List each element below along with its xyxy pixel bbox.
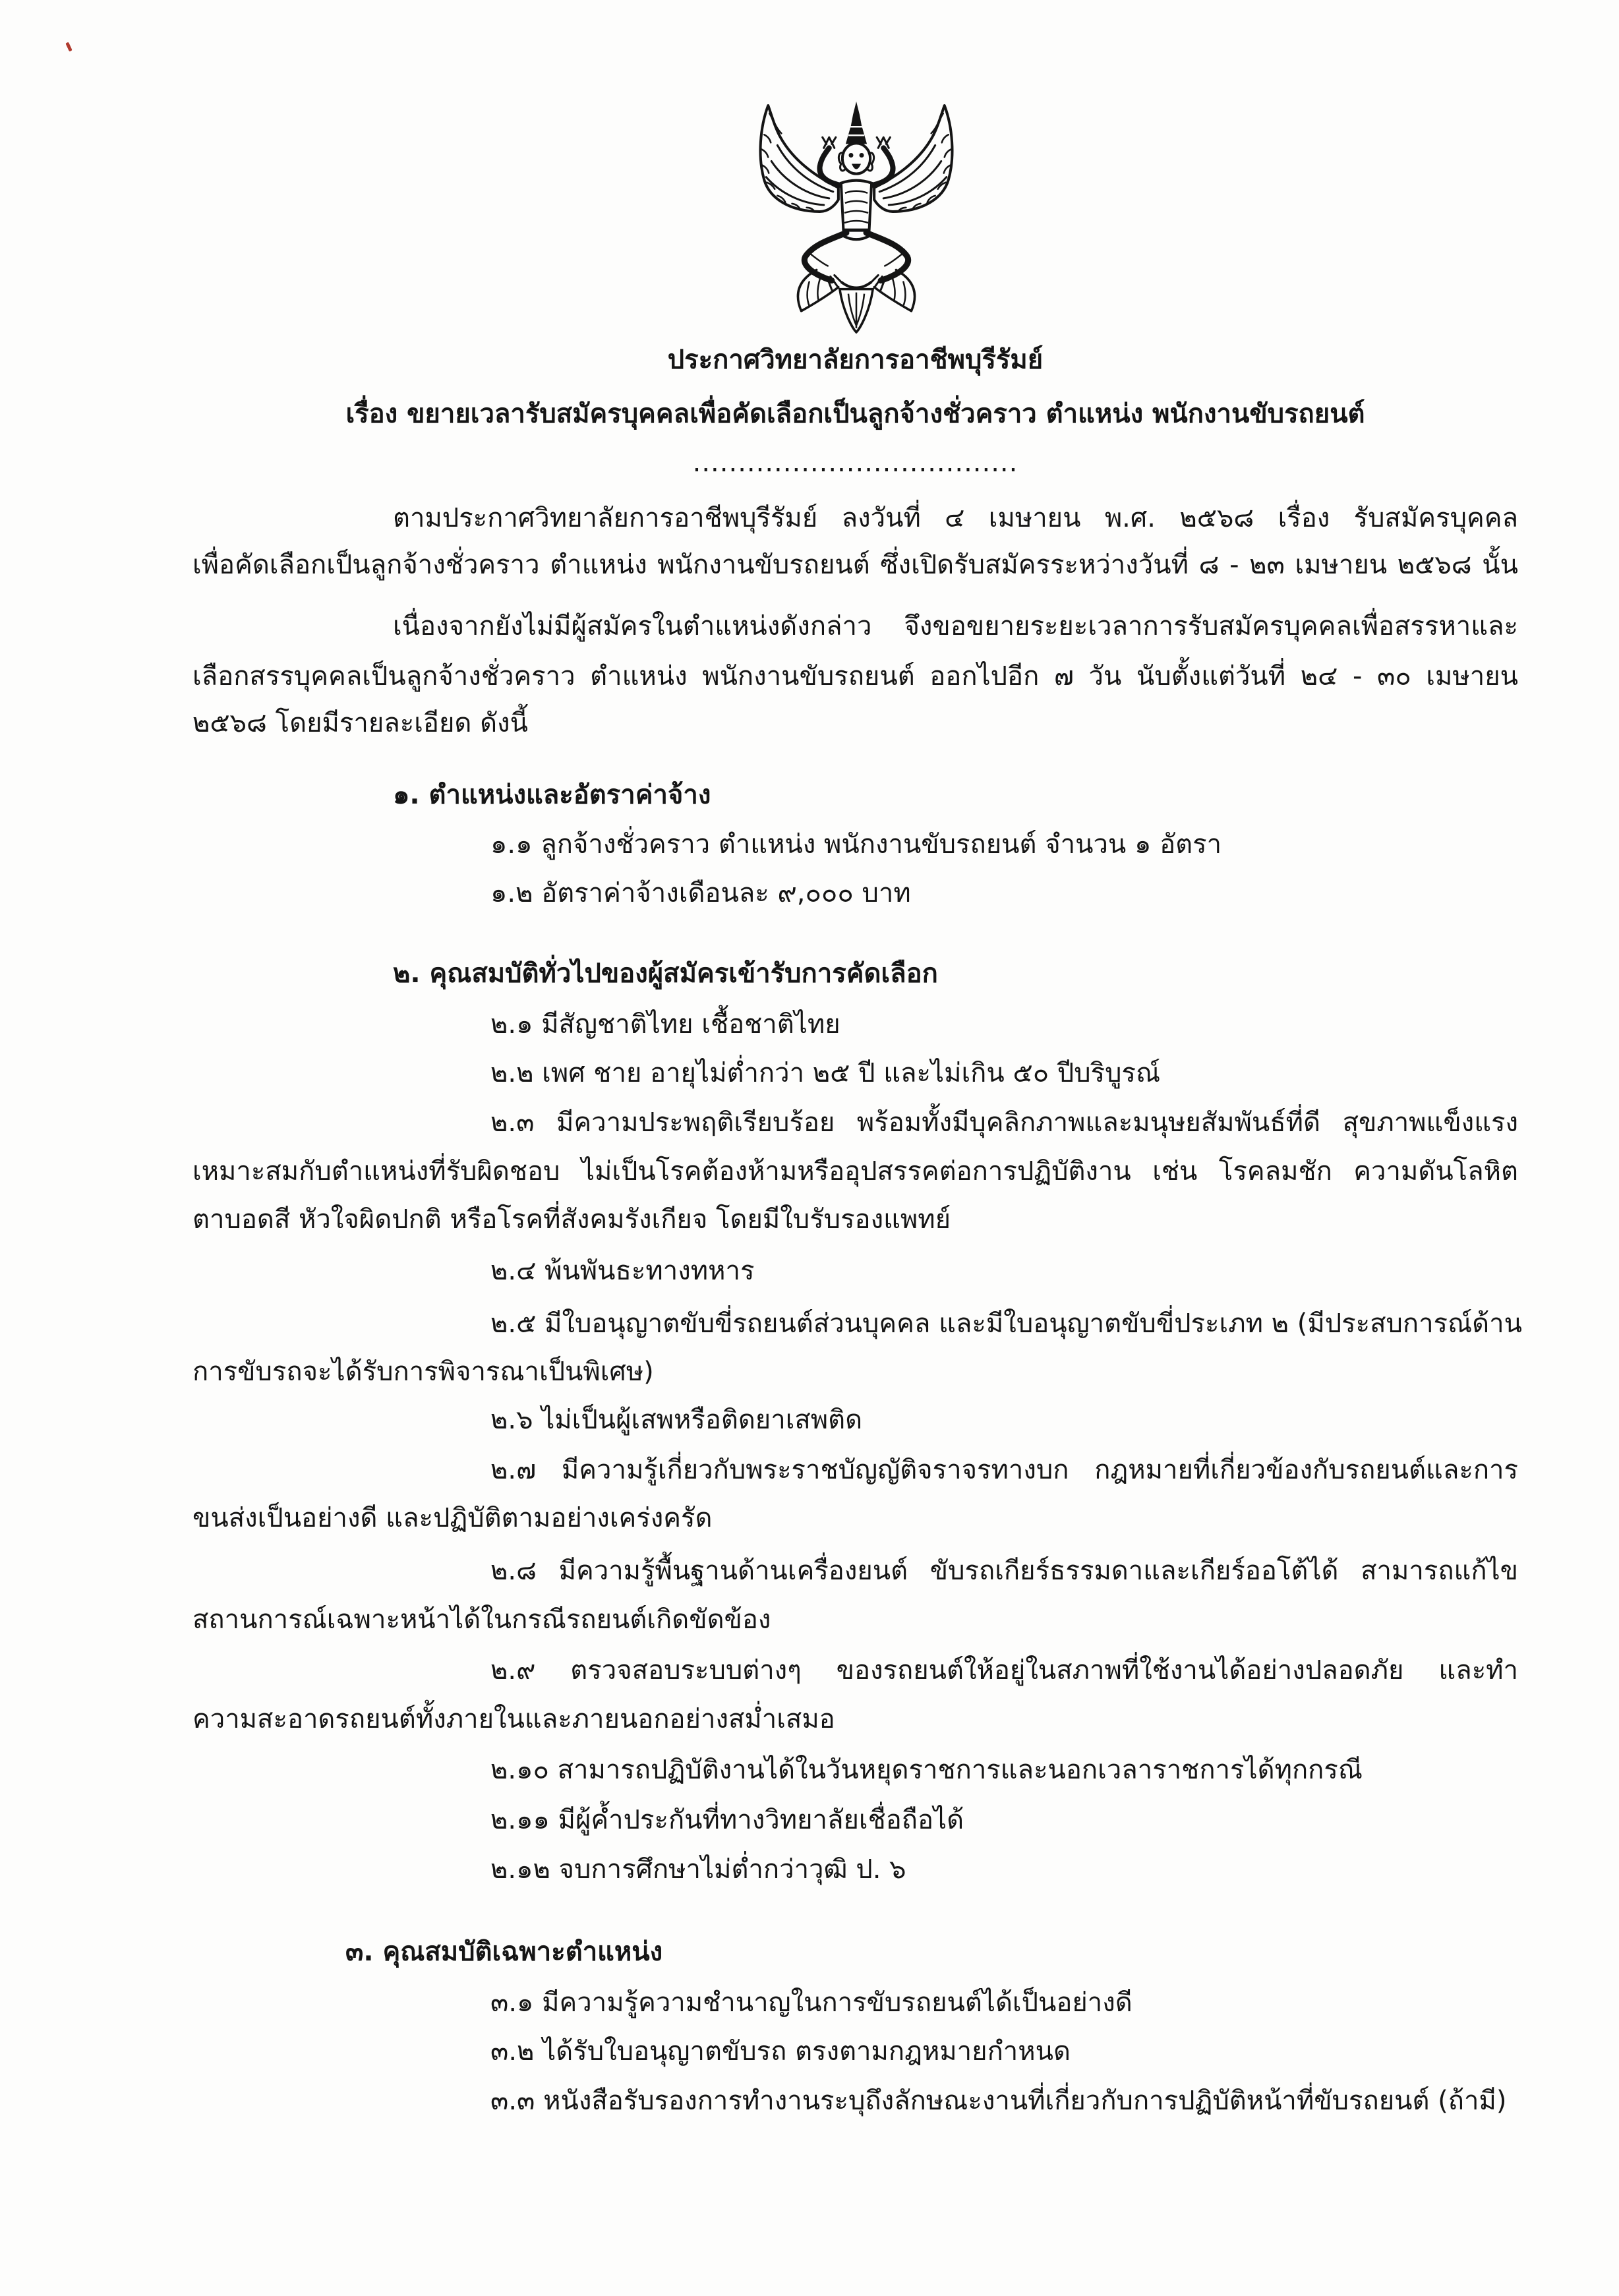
item-2-12: ๒.๑๒ จบการศึกษาไม่ต่ำกว่าวุฒิ ป. ๖ — [490, 1854, 906, 1885]
document-subject: เรื่อง ขยายเวลารับสมัครบุคคลเพื่อคัดเลือกเป็นลูกจ้างชั่วคราว ตำแหน่ง พนักงานขับรถยนต์ — [345, 399, 1365, 429]
item-3-2: ๓.๒ ได้รับใบอนุญาตขับรถ ตรงตามกฎหมายกำหนด — [490, 2036, 1071, 2067]
item-2-8-line-2: สถานการณ์เฉพาะหน้าได้ในกรณีรถยนต์เกิดขัดข้อง — [192, 1604, 771, 1635]
scan-mark — [65, 42, 72, 52]
item-2-11: ๒.๑๑ มีผู้ค้ำประกันที่ทางวิทยาลัยเชื่อถือได้ — [490, 1805, 964, 1835]
garuda-emblem — [753, 100, 959, 334]
intro-paragraph-1-line-1: ตามประกาศวิทยาลัยการอาชีพบุรีรัมย์ ลงวันที่ ๔ เมษายน พ.ศ. ๒๕๖๘ เรื่อง รับสมัครบุคคล — [393, 503, 1518, 533]
section-2-heading: ๒. คุณสมบัติทั่วไปของผู้สมัครเข้ารับการคัดเลือก — [393, 958, 938, 989]
intro-paragraph-1-line-2: เพื่อคัดเลือกเป็นลูกจ้างชั่วคราว ตำแหน่ง พนักงานขับรถยนต์ ซึ่งเปิดรับสมัครระหว่างวันที่ ๘ - ๒๓ เมษายน ๒๕๖๘ นั้น — [192, 550, 1518, 580]
item-2-5-line-2: การขับรถจะได้รับการพิจารณาเป็นพิเศษ) — [192, 1357, 654, 1387]
intro-paragraph-2-line-2: เลือกสรรบุคคลเป็นลูกจ้างชั่วคราว ตำแหน่ง พนักงานขับรถยนต์ ออกไปอีก ๗ วัน นับตั้งแต่วันที่ ๒๔ - ๓๐ เมษายน — [192, 661, 1518, 692]
item-2-3-line-3: ตาบอดสี หัวใจผิดปกติ หรือโรคที่สังคมรังเกียจ โดยมีใบรับรองแพทย์ — [192, 1204, 951, 1235]
section-1-heading: ๑. ตำแหน่งและอัตราค่าจ้าง — [393, 780, 711, 810]
item-2-9-line-1: ๒.๙ ตรวจสอบระบบต่างๆ ของรถยนต์ให้อยู่ในสภาพที่ใช้งานได้อย่างปลอดภัย และทำ — [490, 1655, 1518, 1686]
item-1-2: ๑.๒ อัตราค่าจ้างเดือนละ ๙,๐๐๐ บาท — [490, 878, 911, 908]
item-2-1: ๒.๑ มีสัญชาติไทย เชื้อชาติไทย — [490, 1009, 840, 1040]
item-2-4: ๒.๔ พ้นพันธะทางทหาร — [490, 1256, 755, 1286]
item-2-7-line-2: ขนส่งเป็นอย่างดี และปฏิบัติตามอย่างเคร่งครัด — [192, 1503, 713, 1533]
item-2-8-line-1: ๒.๘ มีความรู้พื้นฐานด้านเครื่องยนต์ ขับรถเกียร์ธรรมดาและเกียร์ออโต้ได้ สามารถแก้ไข — [490, 1556, 1518, 1586]
item-2-10: ๒.๑๐ สามารถปฏิบัติงานได้ในวันหยุดราชการและนอกเวลาราชการได้ทุกกรณี — [490, 1755, 1363, 1785]
section-3-heading: ๓. คุณสมบัติเฉพาะตำแหน่ง — [345, 1937, 663, 1967]
item-2-3-line-1: ๒.๓ มีความประพฤติเรียบร้อย พร้อมทั้งมีบุคลิกภาพและมนุษยสัมพันธ์ที่ดี สุขภาพแข็งแรง — [490, 1107, 1518, 1138]
intro-paragraph-2-line-3: ๒๕๖๘ โดยมีรายละเอียด ดังนี้ — [192, 708, 528, 738]
item-2-3-line-2: เหมาะสมกับตำแหน่งที่รับผิดชอบ ไม่เป็นโรคต้องห้ามหรืออุปสรรคต่อการปฏิบัติงาน เช่น โรคลมชัก ความดันโลหิต — [192, 1156, 1518, 1187]
item-2-9-line-2: ความสะอาดรถยนต์ทั้งภายในและภายนอกอย่างสม่ำเสมอ — [192, 1704, 835, 1734]
item-3-3: ๓.๓ หนังสือรับรองการทำงานระบุถึงลักษณะงานที่เกี่ยวกับการปฏิบัติหน้าที่ขับรถยนต์ (ถ้ามี) — [490, 2086, 1507, 2116]
item-3-1: ๓.๑ มีความรู้ความชำนาญในการขับรถยนต์ได้เป็นอย่างดี — [490, 1987, 1133, 2018]
document-title: ประกาศวิทยาลัยการอาชีพบุรีรัมย์ — [667, 345, 1044, 375]
item-2-6: ๒.๖ ไม่เป็นผู้เสพหรือติดยาเสพติด — [490, 1405, 863, 1435]
item-2-7-line-1: ๒.๗ มีความรู้เกี่ยวกับพระราชบัญญัติจราจรทางบก กฎหมายที่เกี่ยวข้องกับรถยนต์และการ — [490, 1455, 1518, 1485]
title-separator: .................................... — [692, 448, 1018, 478]
intro-paragraph-2-line-1: เนื่องจากยังไม่มีผู้สมัครในตำแหน่งดังกล่าว จึงขอขยายระยะเวลาการรับสมัครบุคคลเพื่อสรรหาและ — [393, 611, 1518, 641]
item-1-1: ๑.๑ ลูกจ้างชั่วคราว ตำแหน่ง พนักงานขับรถยนต์ จำนวน ๑ อัตรา — [490, 829, 1222, 860]
item-2-2: ๒.๒ เพศ ชาย อายุไม่ต่ำกว่า ๒๕ ปี และไม่เกิน ๕๐ ปีบริบูรณ์ — [490, 1058, 1161, 1088]
item-2-5-line-1: ๒.๕ มีใบอนุญาตขับขี่รถยนต์ส่วนบุคคล และมีใบอนุญาตขับขี่ประเภท ๒ (มีประสบการณ์ด้าน — [490, 1309, 1522, 1339]
